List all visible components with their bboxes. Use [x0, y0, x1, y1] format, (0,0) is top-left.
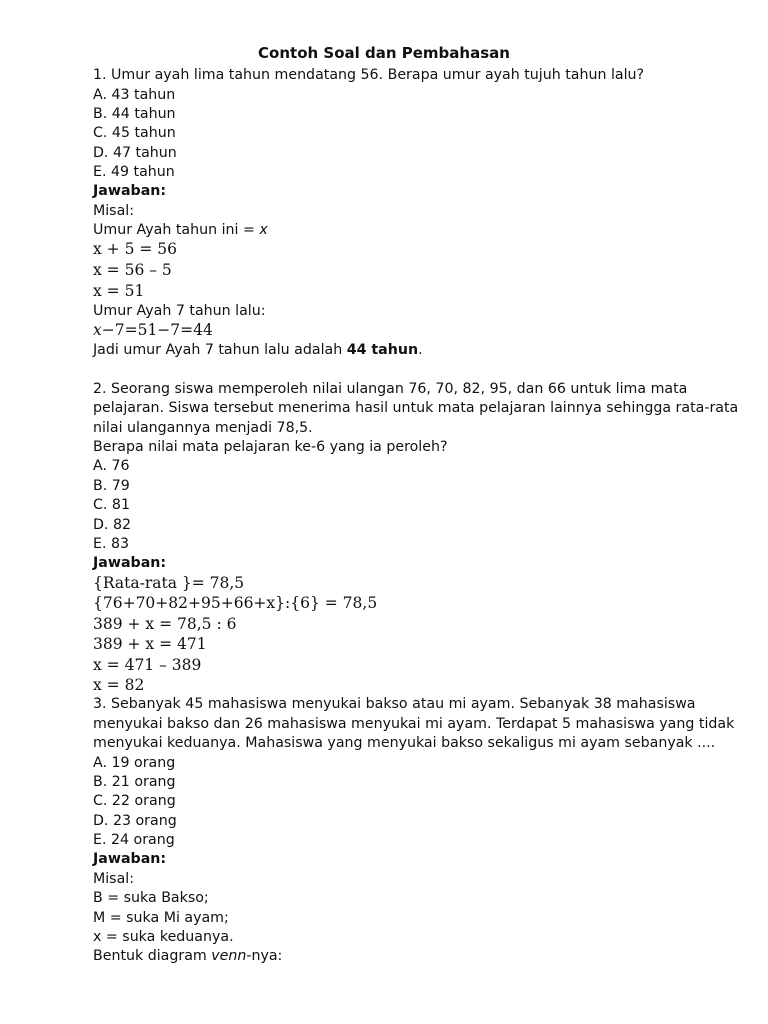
q3-def-m: M = suka Mi ayam; [93, 910, 229, 926]
q1-let-prefix: Umur Ayah tahun ini = [93, 222, 260, 238]
q1-conclusion-bold: 44 tahun [346, 342, 419, 358]
q3-venn-pre: Bentuk diagram [93, 948, 212, 964]
q1-eq4-rest: −7=51−7=44 [101, 321, 213, 339]
q1-let-statement [93, 221, 268, 239]
q1-option-c: C. 45 tahun [93, 125, 176, 141]
q2-equation-4: 389 + x = 471 [93, 635, 207, 653]
q2-question-line-4: Berapa nilai mata pelajaran ke-6 yang ia peroleh? [93, 439, 448, 455]
q2-equation-1: {Rata-rata }= 78,5 [93, 574, 245, 592]
q3-def-b: B = suka Bakso; [93, 890, 209, 906]
q2-option-c: C. 81 [93, 497, 130, 513]
q3-option-c: C. 22 orang [93, 793, 176, 809]
q3-question-line-3: menyukai keduanya. Mahasiswa yang menyukai bakso sekaligus mi ayam sebanyak .... [93, 735, 716, 751]
q3-option-b: B. 21 orang [93, 774, 176, 790]
q1-misal: Misal: [93, 203, 134, 219]
q1-lalu-label: Umur Ayah 7 tahun lalu: [93, 303, 266, 319]
q2-equation-5: x = 471 – 389 [93, 656, 202, 674]
q1-equation-2: x = 56 – 5 [93, 261, 172, 279]
q3-venn-italic: venn [211, 948, 247, 964]
q3-question-line-1: 3. Sebanyak 45 mahasiswa menyukai bakso atau mi ayam. Sebanyak 38 mahasiswa [93, 696, 696, 712]
q2-option-b: B. 79 [93, 478, 130, 494]
q1-conclusion-pre: Jadi umur Ayah 7 tahun lalu adalah [93, 342, 347, 358]
q3-answer-label: Jawaban: [93, 851, 167, 867]
q1-answer-label: Jawaban: [93, 183, 167, 199]
q3-venn-post: -nya: [246, 948, 283, 964]
q2-option-a: A. 76 [93, 458, 130, 474]
q1-equation-3: x = 51 [93, 282, 145, 300]
q2-equation-6: x = 82 [93, 676, 145, 694]
q3-misal: Misal: [93, 871, 134, 887]
q3-option-d: D. 23 orang [93, 813, 177, 829]
q2-question-line-3: nilai ulangannya menjadi 78,5. [93, 420, 313, 436]
q1-question: 1. Umur ayah lima tahun mendatang 56. Berapa umur ayah tujuh tahun lalu? [93, 67, 645, 83]
q2-answer-label: Jawaban: [93, 555, 167, 571]
q3-def-x: x = suka keduanya. [93, 929, 234, 945]
q1-option-b: B. 44 tahun [93, 106, 176, 122]
q1-equation-4 [93, 321, 213, 340]
q1-eq4-var: x [93, 321, 102, 339]
q2-question-line-1: 2. Seorang siswa memperoleh nilai ulangan 76, 70, 82, 95, dan 66 untuk lima mata [93, 381, 688, 397]
q2-option-e: E. 83 [93, 536, 130, 552]
q3-venn-intro [93, 947, 282, 965]
q1-option-a: A. 43 tahun [93, 87, 176, 103]
q3-question-line-2: menyukai bakso dan 26 mahasiswa menyukai mi ayam. Terdapat 5 mahasiswa yang tidak [93, 716, 735, 732]
q1-option-e: E. 49 tahun [93, 164, 175, 180]
q1-conclusion-post: . [418, 342, 423, 358]
q1-let-var: x [259, 222, 268, 238]
q2-equation-2: {76+70+82+95+66+x}:{6} = 78,5 [93, 594, 378, 612]
q1-equation-1: x + 5 = 56 [93, 240, 178, 258]
q3-option-e: E. 24 orang [93, 832, 175, 848]
q2-question-line-2: pelajaran. Siswa tersebut menerima hasil untuk mata pelajaran lainnya sehingga rata-rata [93, 400, 739, 416]
q1-option-d: D. 47 tahun [93, 145, 177, 161]
page-title: Contoh Soal dan Pembahasan [258, 44, 510, 62]
q2-option-d: D. 82 [93, 517, 131, 533]
q2-equation-3: 389 + x = 78,5 : 6 [93, 615, 237, 633]
q3-option-a: A. 19 orang [93, 755, 176, 771]
q1-conclusion [93, 341, 423, 359]
